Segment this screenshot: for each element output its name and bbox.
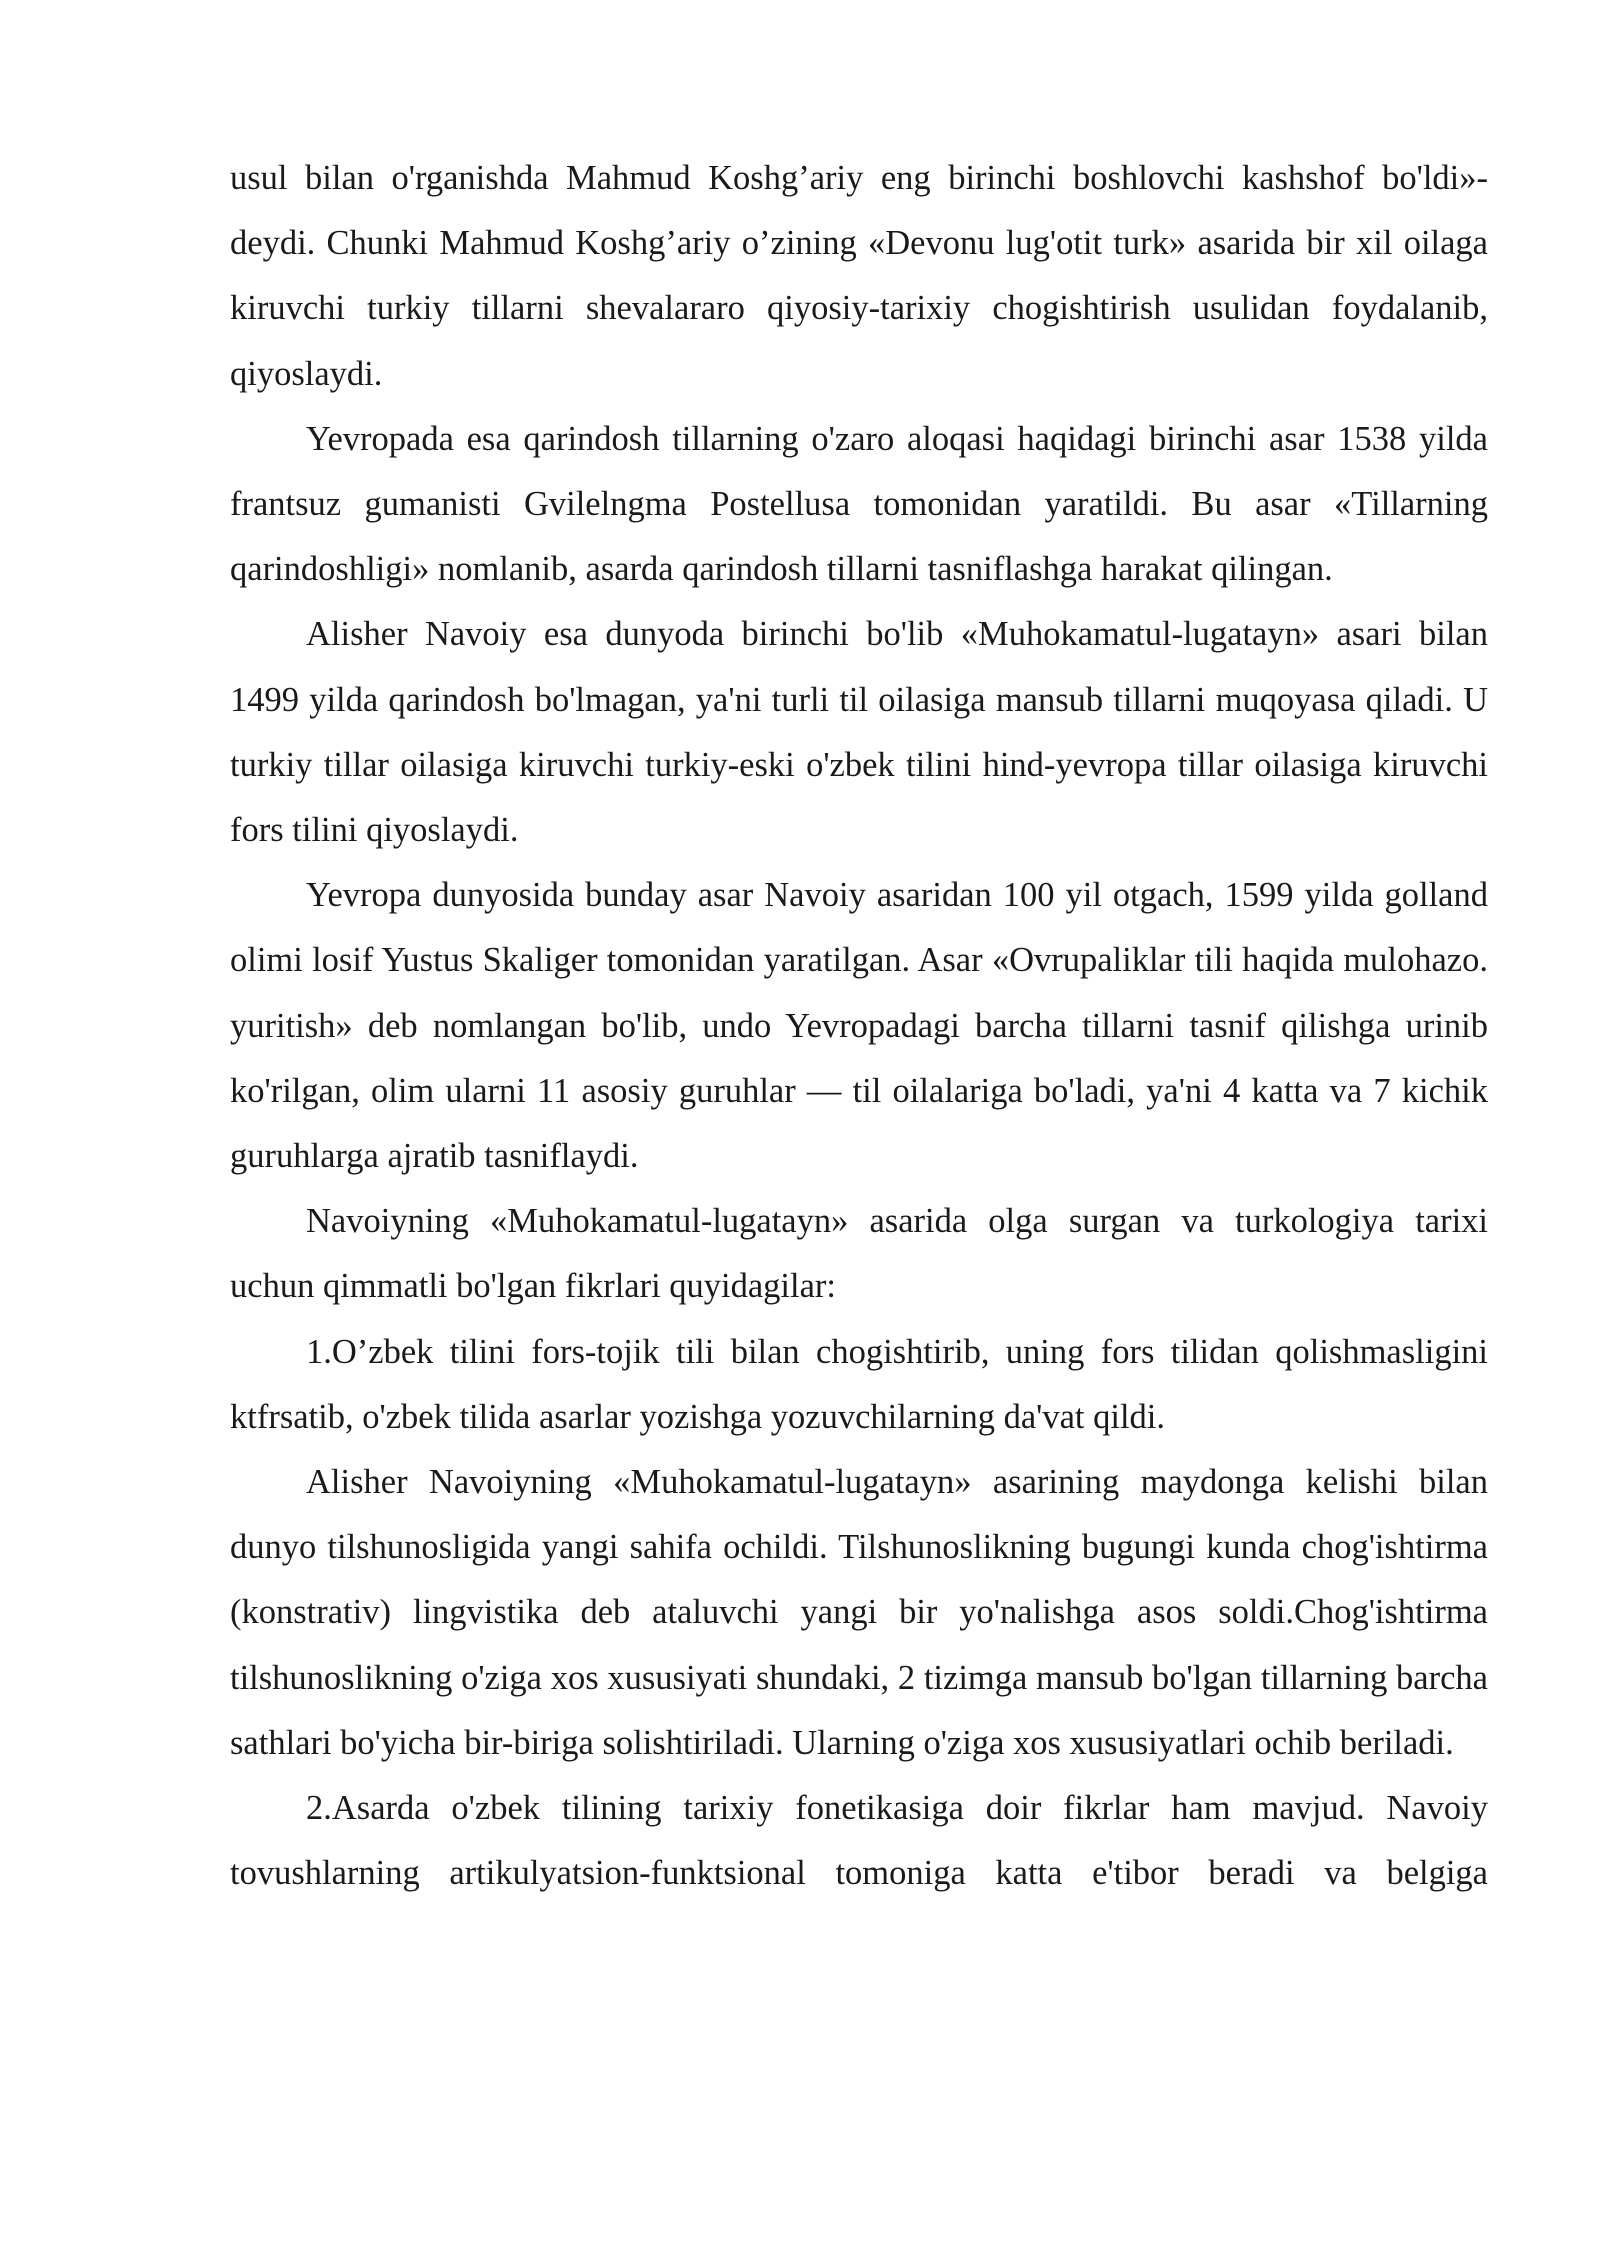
paragraph-5: Navoiyning «Muhokamatul-lugatayn» asarida olga surgan va turkologiya tarixi uchun qimmatli bo'lgan fikrlari quyidagilar: bbox=[230, 1202, 1488, 1306]
paragraph-6: 1.O’zbek tilini fors-tojik tili bilan chogishtirib, uning fors tilidan qolishmasligini ktfrsatib, o'zbek tilida asarlar yozishga yozuvchilarning da'vat qildi. bbox=[230, 1332, 1488, 1436]
paragraph-3: Alisher Navoiy esa dunyoda birinchi bo'lib «Muhokamatul-lugatayn» asari bilan 1499 yilda qarindosh bo'lmagan, ya'ni turli til oilasiga mansub tillarni muqoyasa qiladi. U turkiy tillar oilasiga kiruvchi turkiy-eski o'zbek tilini hind-yevropa tillar oilasiga kiruvchi fors tilini qiyoslaydi. bbox=[230, 615, 1488, 850]
paragraph-7: Alisher Navoiyning «Muhokamatul-lugatayn» asarining maydonga kelishi bilan dunyo tilshunosligida yangi sahifa ochildi. Tilshunoslikning bugungi kunda chog'ishtirma (konstrativ) lingvistika deb ataluvchi yangi bir yo'nalishga asos soldi.Chog'ishtirma tilshunoslikning o'ziga xos xususiyati shundaki, 2 tizimga mansub bo'lgan tillarning barcha sathlari bo'yicha bir-biriga solishtiriladi. Ularning o'ziga xos xususiyatlari ochib beriladi. bbox=[230, 1463, 1488, 1762]
paragraph-1: usul bilan o'rganishda Mahmud Koshg’ariy eng birinchi boshlovchi kashshof bo'ldi»-deydi. Chunki Mahmud Koshg’ariy o’zining «Devonu lug'otit turk» asarida bir xil oilaga kiruvchi turkiy tillarni shevalararo qiyosiy-tarixiy chogishtirish usulidan foydalanib, qiyoslaydi. bbox=[230, 159, 1488, 393]
paragraph-4: Yevropa dunyosida bunday asar Navoiy asaridan 100 yil otgach, 1599 yilda golland olimi losif Yustus Skaliger tomonidan yaratilgan. Asar «Ovrupaliklar tili haqida mulohazo. yuritish» deb nomlangan bo'lib, undo Yevropadagi barcha tillarni tasnif qilishga urinib ko'rilgan, olim ularni 11 asosiy guruhlar — til oilalariga bo'ladi, ya'ni 4 katta va 7 kichik guruhlarga ajratib tasniflaydi. bbox=[230, 876, 1488, 1176]
body-text bbox=[230, 146, 1488, 1906]
paragraph-8: 2.Asarda o'zbek tilining tarixiy fonetikasiga doir fikrlar ham mavjud. Navoiy tovushlarning artikulyatsion-funktsional tomoniga katta e'tibor beradi va belgiga bbox=[230, 1789, 1488, 1893]
paragraph-2: Yevropada esa qarindosh tillarning o'zaro aloqasi haqidagi birinchi asar 1538 yilda frantsuz gumanisti Gvilelngma Postellusa tomonidan yaratildi. Bu asar «Tillarning qarindoshligi» nomlanib, asarda qarindosh tillarni tasniflashga harakat qilingan. bbox=[230, 419, 1488, 589]
